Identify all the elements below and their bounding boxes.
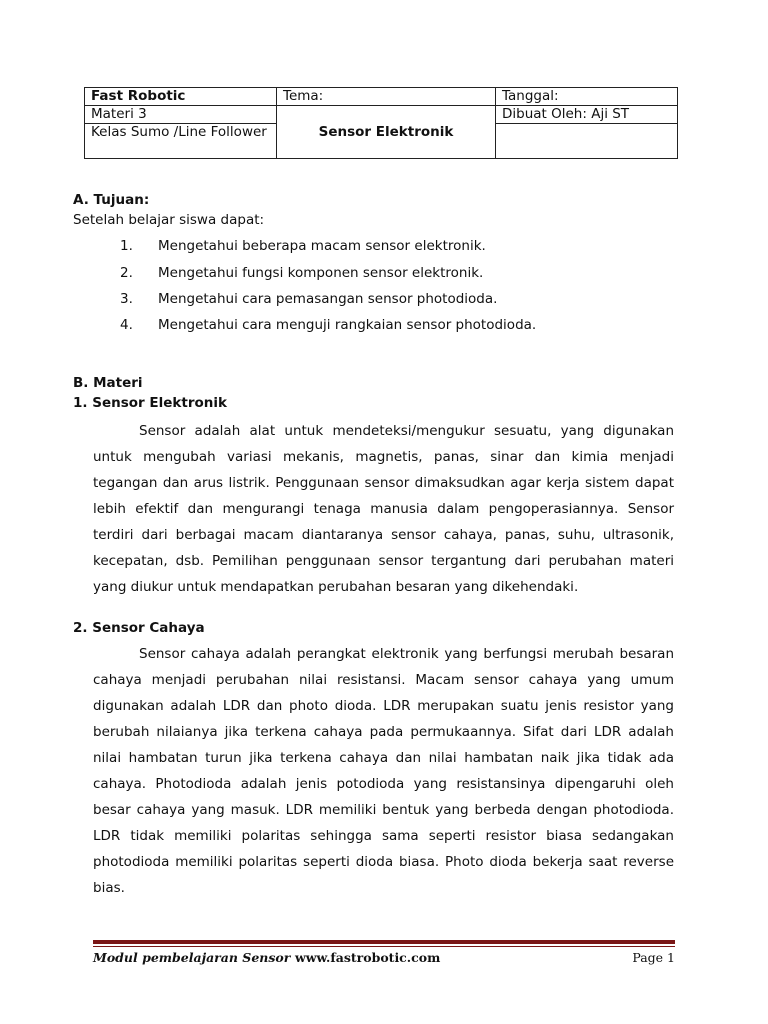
header-theme-value: Sensor Elektronik bbox=[277, 106, 496, 159]
list-item bbox=[120, 317, 536, 333]
footer-page-number: Page 1 bbox=[632, 950, 675, 965]
subsection-1-heading: 1. Sensor Elektronik bbox=[73, 395, 227, 411]
header-materi: Materi 3 bbox=[85, 106, 277, 124]
list-item-number: 3. bbox=[120, 291, 133, 307]
list-item bbox=[120, 238, 486, 254]
footer-module: Modul pembelajaran Sensor bbox=[93, 950, 291, 965]
header-class: Kelas Sumo /Line Follower bbox=[85, 124, 277, 159]
footer-rule-thin bbox=[93, 946, 675, 947]
list-item-number: 4. bbox=[120, 317, 133, 333]
list-item-text: Mengetahui cara menguji rangkaian sensor photodioda. bbox=[158, 317, 537, 333]
paragraph-sensor-cahaya: Sensor cahaya adalah perangkat elektronik yang berfungsi merubah besaran cahaya menjadi perubahan nilai resistansi. Macam sensor cahaya yang umum digunakan adalah LDR dan photo dioda. LDR merupakan suatu jenis resistor yang berubah nilaianya jika terkena cahaya pada permukaannya. Sifat dari LDR adalah nilai hambatan turun jika terkena cahaya dan nilai hambatan naik jika tidak ada cahaya. Photodioda adalah jenis potodioda yang resistansinya dipengaruhi oleh besar cahaya yang masuk. LDR memiliki bentuk yang berbeda dengan photodioda. LDR tidak memiliki polaritas sehingga sama seperti resistor biasa sedangakan photodioda memiliki polaritas seperti dioda biasa. Photo dioda bekerja saat reverse bias. bbox=[93, 646, 674, 896]
list-item-number: 2. bbox=[120, 265, 133, 281]
list-item bbox=[120, 265, 483, 281]
list-item-text: Mengetahui cara pemasangan sensor photodioda. bbox=[158, 291, 498, 307]
header-date-label: Tanggal: bbox=[496, 88, 678, 106]
list-item-text: Mengetahui beberapa macam sensor elektronik. bbox=[158, 238, 486, 254]
subsection-2-heading: 2. Sensor Cahaya bbox=[73, 620, 205, 636]
paragraph-sensor-elektronik: Sensor adalah alat untuk mendeteksi/mengukur sesuatu, yang digunakan untuk mengubah variasi mekanis, magnetis, panas, sinar dan kimia menjadi tegangan dan arus listrik. Penggunaan sensor dimaksudkan agar kerja sistem dapat lebih efektif dan mengurangi tenaga manusia dalam pengoperasiannya. Sensor terdiri dari berbagai macam diantaranya sensor cahaya, panas, suhu, ultrasonik, kecepatan, dsb. Pemilihan penggunaan sensor tergantung dari perubahan materi yang diukur untuk mendapatkan perubahan besaran yang dikehendaki. bbox=[93, 423, 674, 595]
list-item-text: Mengetahui fungsi komponen sensor elektronik. bbox=[158, 265, 484, 281]
section-a-heading: A. Tujuan: bbox=[73, 192, 150, 208]
header-author: Dibuat Oleh: Aji ST bbox=[496, 106, 678, 124]
header-course: Fast Robotic bbox=[85, 88, 277, 106]
header-table bbox=[84, 87, 678, 159]
list-item bbox=[120, 291, 497, 307]
subsection-2-body bbox=[93, 641, 674, 901]
footer-rule-thick bbox=[93, 940, 675, 944]
footer-website: www.fastrobotic.com bbox=[295, 950, 441, 965]
section-a-intro: Setelah belajar siswa dapat: bbox=[73, 212, 265, 228]
list-item-number: 1. bbox=[120, 238, 133, 254]
header-theme-label: Tema: bbox=[277, 88, 496, 106]
subsection-1-body bbox=[93, 418, 674, 600]
header-empty-cell bbox=[496, 124, 678, 159]
section-b-heading: B. Materi bbox=[73, 375, 143, 391]
